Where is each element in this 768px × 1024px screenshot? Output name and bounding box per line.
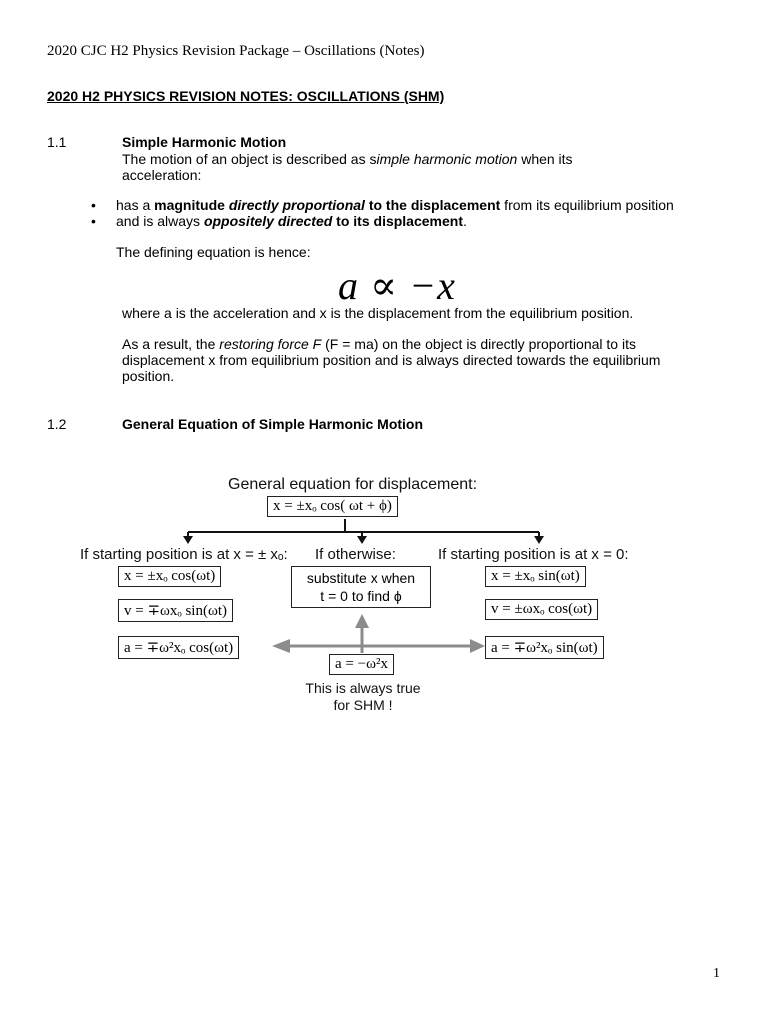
result-text-b: (F = ma) on the object is directly proportional to its bbox=[321, 336, 636, 352]
left-case-label: If starting position is at x = ± xₒ: bbox=[80, 546, 288, 563]
intro-text-b: when its bbox=[517, 151, 573, 167]
equation-explanation: where a is the acceleration and x is the displacement from the equilibrium position. bbox=[122, 305, 634, 321]
grey-right-arrowhead bbox=[470, 639, 485, 653]
left-velocity-equation: v = ∓ωxₒ sin(ωt) bbox=[118, 599, 233, 622]
center-acceleration-equation: a = −ω²x bbox=[329, 654, 394, 675]
page-number: 1 bbox=[713, 966, 720, 981]
intro-text-a: The motion of an object is described as s bbox=[122, 151, 377, 167]
section-heading-1-1: Simple Harmonic Motion bbox=[122, 134, 287, 150]
proportionality-equation: a ∝ −x bbox=[338, 263, 456, 308]
bullet-1-text-a: has a bbox=[116, 197, 155, 213]
right-displacement-equation: x = ±xₒ sin(ωt) bbox=[485, 566, 586, 587]
bullet-2-bold: to its displacement bbox=[332, 213, 463, 229]
right-acceleration-equation: a = ∓ω²xₒ sin(ωt) bbox=[485, 636, 604, 659]
bullet-2-bold-italic: oppositely directed bbox=[203, 213, 333, 229]
result-text-c: displacement x from equilibrium position and is always directed towards the equilibrium bbox=[122, 352, 661, 368]
grey-left-arrowhead bbox=[272, 639, 290, 653]
defining-equation-intro: The defining equation is hence: bbox=[116, 244, 311, 260]
result-text-d: position. bbox=[122, 368, 175, 384]
bullet-1-bold-italic: directly proportional bbox=[228, 197, 365, 213]
bullet-1-text-b: from its equilibrium position bbox=[500, 197, 674, 213]
left-acceleration-equation: a = ∓ω²xₒ cos(ωt) bbox=[118, 636, 239, 659]
intro-emphasis: imple harmonic motion bbox=[376, 151, 518, 167]
left-displacement-equation: x = ±xₒ cos(ωt) bbox=[118, 566, 221, 587]
right-case-label: If starting position is at x = 0: bbox=[438, 546, 629, 563]
bullet-1-bold-a: magnitude bbox=[154, 197, 229, 213]
middle-case-label: If otherwise: bbox=[315, 546, 396, 563]
bullet-2-text-a: and is always bbox=[116, 213, 204, 229]
grey-up-arrowhead bbox=[355, 614, 369, 628]
always-true-note: This is always true for SHM ! bbox=[305, 680, 421, 713]
left-arrowhead bbox=[183, 536, 193, 544]
general-displacement-equation: x = ±xₒ cos( ωt + ϕ) bbox=[267, 496, 398, 517]
page-title: 2020 H2 PHYSICS REVISION NOTES: OSCILLATIONS (SHM) bbox=[47, 88, 445, 104]
bullet-icon: • bbox=[91, 197, 96, 213]
section-heading-1-2: General Equation of Simple Harmonic Motion bbox=[122, 416, 424, 432]
substitute-instruction-box: substitute x when t = 0 to find ϕ bbox=[291, 566, 431, 608]
bullet-2-text-b: . bbox=[463, 213, 467, 229]
result-text-a: As a result, the bbox=[122, 336, 220, 352]
mid-arrowhead bbox=[357, 536, 367, 544]
intro-text-c: acceleration: bbox=[122, 167, 202, 183]
running-header: 2020 CJC H2 Physics Revision Package – Oscillations (Notes) bbox=[47, 43, 425, 59]
right-velocity-equation: v = ±ωxₒ cos(ωt) bbox=[485, 599, 598, 620]
result-emphasis: restoring force F bbox=[219, 336, 322, 352]
section-number-1-1: 1.1 bbox=[47, 134, 67, 150]
section-number-1-2: 1.2 bbox=[47, 416, 67, 432]
bullet-1-bold-b: to the displacement bbox=[364, 197, 501, 213]
right-arrowhead bbox=[534, 536, 544, 544]
general-equation-label: General equation for displacement: bbox=[228, 476, 478, 493]
bullet-icon: • bbox=[91, 213, 96, 229]
